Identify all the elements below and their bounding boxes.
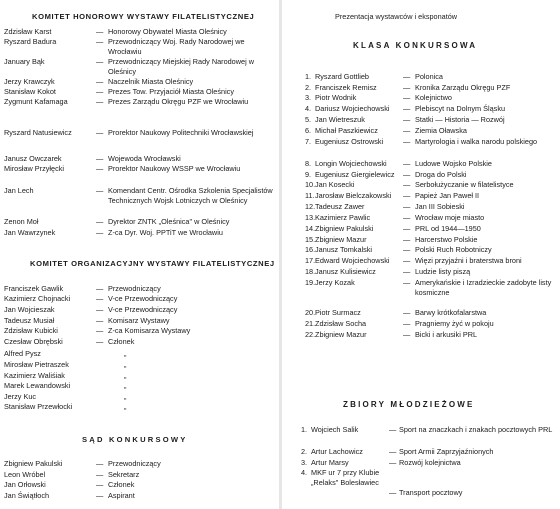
exhibitor-name: Kazimierz Pawlic: [315, 213, 371, 222]
exhibit-title: Rozwój kolejnictwa: [399, 458, 461, 467]
entry-number: 20.: [305, 308, 316, 317]
person-name: Alfred Pysz: [4, 349, 41, 358]
list-item: Jan Wawrzynek — Z-ca Dyr. Woj. PPTiT we Wrocławiu: [4, 228, 276, 238]
youth-collections-title: ZBIORY MŁODZIEŻOWE: [343, 400, 475, 409]
exhibit-title: Serbołużyczanie w filatelistyce: [415, 180, 514, 189]
list-item: [4, 392, 276, 402]
list-item: Ryszard Natusiewicz — Prorektor Naukowy Politechniki Wrocławskiej: [4, 128, 276, 148]
person-name: Jan Wojcieszak: [4, 305, 55, 314]
list-item: 18. Janusz Kulisiewicz — Ludzie listy piszą: [305, 267, 559, 277]
exhibitor-name: Zdzisław Socha: [315, 319, 367, 328]
entry-number: 19.: [305, 278, 316, 287]
exhibitor-name: Ryszard Gottlieb: [315, 72, 369, 81]
person-name: Zenon Moł: [4, 217, 39, 226]
role-text: Prorektor Naukowy WSSP we Wrocławiu: [108, 164, 241, 173]
role-text: Przewodniczący: [108, 284, 161, 293]
exhibit-title: Ludowe Wojsko Polskie: [415, 159, 492, 168]
list-item: 2. Franciszek Remisz — Kronika Zarządu Okręgu PZF: [305, 83, 559, 93]
entry-number: 16.: [305, 245, 316, 254]
list-item: 1. Wojciech Salik — Sport na znaczkach i znakach pocztowych PRL: [301, 425, 559, 445]
entry-number: 11.: [305, 191, 315, 200]
exhibit-title: Bicki i arkusiki PRL: [415, 330, 478, 339]
entry-number: 2.: [305, 83, 312, 92]
list-item: 20. Piotr Surmacz — Barwy krótkofalarstwa: [305, 308, 559, 318]
honorary-committee-title: KOMITET HONOROWY WYSTAWY FILATELISTYCZNEJ: [32, 12, 255, 21]
role-text: Prezes Zarządu Okręgu PZF we Wrocławiu: [108, 97, 249, 106]
exhibitor-name: Tadeusz Zawer: [315, 202, 365, 211]
ditto-mark: „: [124, 349, 127, 358]
role-text: Aspirant: [108, 491, 135, 500]
role-text: V-ce Przewodniczący: [108, 294, 178, 303]
person-name: Jan Wawrzynek: [4, 228, 56, 237]
entry-number: 4.: [305, 104, 312, 113]
role-text: Z-ca Komisarza Wystawy: [108, 326, 191, 335]
person-name: Stanisław Przewłocki: [4, 402, 73, 411]
entry-number: 2.: [301, 447, 308, 456]
list-item: 10. Jan Kosecki — Serbołużyczanie w filatelistyce: [305, 180, 559, 190]
list-item: Jan Wojcieszak — V-ce Przewodniczący: [4, 305, 276, 315]
person-name: Ryszard Natusiewicz: [4, 128, 72, 137]
exhibit-title: Plebiscyt na Dolnym Śląsku: [415, 104, 506, 113]
role-text: Naczelnik Miasta Oleśnicy: [108, 77, 194, 86]
exhibitor-name: Eugeniusz Ostrowski: [315, 137, 384, 146]
person-name: Stanisław Kokot: [4, 87, 56, 96]
entry-number: 3.: [305, 93, 312, 102]
role-text: Członek: [108, 337, 135, 346]
person-name: January Bąk: [4, 57, 45, 66]
person-name: Janusz Owczarek: [4, 154, 62, 163]
list-item: Kazimierz Chojnacki — V-ce Przewodniczący: [4, 294, 276, 304]
exhibitor-name: Zbigniew Mazur: [315, 330, 367, 339]
list-item: Jan Świątłoch — Aspirant: [4, 491, 276, 501]
person-name: Zdzisław Kubicki: [4, 326, 58, 335]
entry-number: 6.: [305, 126, 312, 135]
list-item: Jan Lech — Komendant Centr. Ośrodka Szkolenia Specjalistów Technicznych Wojsk Lotniczych w Oleśnicy: [4, 186, 276, 216]
person-name: Jan Orłowski: [4, 480, 46, 489]
person-name: Zdzisław Karst: [4, 27, 52, 36]
exhibit-title: Transport pocztowy: [399, 488, 463, 497]
role-text: V-ce Przewodniczący: [108, 305, 178, 314]
exhibit-title: Ziemia Oławska: [415, 126, 467, 135]
entry-number: 4.: [301, 468, 308, 477]
list-item: 16. Janusz Tomkalski — Polski Ruch Robotniczy: [305, 245, 559, 255]
person-name: Czesław Obrębski: [4, 337, 63, 346]
entry-number: 18.: [305, 267, 316, 276]
person-name: Zbigniew Pakulski: [4, 459, 63, 468]
list-item: 11. Jarosław Bielczakowski — Papież Jan Paweł II: [305, 191, 559, 201]
entry-number: 17.: [305, 256, 316, 265]
list-item: Franciszek Gawlik — Przewodniczący: [4, 284, 276, 294]
role-text: Przewodniczący Miejskiej Rady Narodowej w Oleśnicy: [108, 57, 254, 76]
exhibitor-name: Janusz Kulisiewicz: [315, 267, 376, 276]
right-page: [283, 0, 560, 509]
list-item: Stanisław Kokot — Prezes Tow. Przyjaciół Miasta Oleśnicy: [4, 87, 276, 97]
entry-number: 10.: [305, 180, 316, 189]
list-item: [4, 402, 276, 412]
person-name: Jan Lech: [4, 186, 34, 195]
exhibit-title: Sport Armii Zaprzyjaźnionych: [399, 447, 494, 456]
person-name: Jerzy Kuc: [4, 392, 37, 401]
exhibit-title: Jan III Sobieski: [415, 202, 465, 211]
exhibit-title: Barwy krótkofalarstwa: [415, 308, 487, 317]
exhibit-title: Więzi przyjaźni i braterstwa broni: [415, 256, 522, 265]
exhibitor-name: Dariusz Wojciechowski: [315, 104, 390, 113]
page-header: Prezentacja wystawców i eksponatów: [335, 12, 458, 21]
entry-number: 22.: [305, 330, 316, 339]
exhibitor-name: Artur Lachowicz: [311, 447, 363, 456]
exhibit-title: Harcerstwo Polskie: [415, 235, 478, 244]
exhibitor-name: Artur Marsy: [311, 458, 349, 467]
exhibitor-name: Jarosław Bielczakowski: [315, 191, 392, 200]
person-name: Jerzy Krawczyk: [4, 77, 55, 86]
list-item: 21. Zdzisław Socha — Pragniemy żyć w pokoju: [305, 319, 559, 329]
person-name: Franciszek Gawlik: [4, 284, 64, 293]
exhibit-title: Wrocław moje miasto: [415, 213, 485, 222]
entry-number: 9.: [305, 170, 312, 179]
list-item: [4, 371, 276, 381]
jury-title: SĄD KONKURSOWY: [82, 435, 188, 444]
list-item: Zbigniew Pakulski — Przewodniczący: [4, 459, 276, 469]
exhibitor-name: Zbigniew Mazur: [315, 235, 367, 244]
list-item: [4, 349, 276, 359]
exhibit-title: Pragniemy żyć w pokoju: [415, 319, 494, 328]
role-text: Honorowy Obywatel Miasta Oleśnicy: [108, 27, 227, 36]
entry-number: 7.: [305, 137, 312, 146]
role-text: Członek: [108, 480, 135, 489]
person-name: Kazimierz Chojnacki: [4, 294, 71, 303]
list-item: 22. Zbigniew Mazur — Bicki i arkusiki PRL: [305, 330, 559, 340]
list-item: 9. Eugeniusz Giergielewicz — Droga do Polski: [305, 170, 559, 180]
exhibitor-name: Piotr Wodnik: [315, 93, 357, 102]
list-item: 19. Jerzy Kozak — Amerykańskie i Izradzieckie zadobyte listy kosmiczne: [305, 278, 559, 298]
list-item: 12. Tadeusz Zawer — Jan III Sobieski: [305, 202, 559, 212]
exhibit-title: Ludzie listy piszą: [415, 267, 471, 276]
exhibitor-name: Longin Wojciechowski: [315, 159, 387, 168]
ditto-mark: „: [124, 371, 127, 380]
person-name: Jan Świątłoch: [4, 491, 50, 500]
list-item: 4. Dariusz Wojciechowski — Plebiscyt na Dolnym Śląsku: [305, 104, 559, 114]
list-item: Mirosław Przyłęcki — Prorektor Naukowy WSSP we Wrocławiu: [4, 164, 276, 184]
list-item: 1. Ryszard Gottlieb — Polonica: [305, 72, 559, 82]
entry-number: 15.: [305, 235, 316, 244]
ditto-mark: „: [124, 381, 127, 390]
role-text: Komendant Centr. Ośrodka Szkolenia Specjalistów Technicznych Wojsk Lotniczych w Oleśnicy: [108, 186, 273, 205]
person-name: Tadeusz Musiał: [4, 316, 55, 325]
person-name: Mirosław Pietraszek: [4, 360, 69, 369]
role-text: Wojewoda Wrocławski: [108, 154, 181, 163]
ditto-mark: „: [124, 392, 127, 401]
entry-number: 14.: [305, 224, 316, 233]
competition-class-title: KLASA KONKURSOWA: [353, 41, 478, 50]
list-item: [4, 360, 276, 370]
list-item: 13. Kazimierz Pawlic — Wrocław moje miasto: [305, 213, 559, 223]
person-name: Ryszard Badura: [4, 37, 57, 46]
exhibitor-name: Eugeniusz Giergielewicz: [315, 170, 395, 179]
list-item: Janusz Owczarek — Wojewoda Wrocławski: [4, 154, 276, 164]
role-text: Z-ca Dyr. Woj. PPTiT we Wrocławiu: [108, 228, 223, 237]
person-name: Zygmunt Kafamaga: [4, 97, 68, 106]
ditto-mark: „: [124, 402, 127, 411]
ditto-mark: „: [124, 360, 127, 369]
list-item: 6. Michał Paszkiewicz — Ziemia Oławska: [305, 126, 559, 136]
entry-number: 1.: [301, 425, 308, 434]
role-text: Sekretarz: [108, 470, 140, 479]
exhibitor-name: Zbigniew Pakulski: [315, 224, 374, 233]
exhibit-title: Kronika Zarządu Okręgu PZF: [415, 83, 511, 92]
exhibit-title: Martyrologia i walka narodu polskiego: [415, 137, 538, 146]
role-text: Przewodniczący Woj. Rady Narodowej we Wrocławiu: [108, 37, 245, 56]
exhibit-title: Droga do Polski: [415, 170, 467, 179]
list-item: Czesław Obrębski — Członek: [4, 337, 276, 347]
entry-number: 13.: [305, 213, 316, 222]
exhibitor-name: Jan Wietreszuk: [315, 115, 365, 124]
entry-number: 21.: [305, 319, 316, 328]
list-item: 14. Zbigniew Pakulski — PRL od 1944—1950: [305, 224, 559, 234]
list-item: Jan Orłowski — Członek: [4, 480, 276, 490]
list-item: Tadeusz Musiał — Komisarz Wystawy: [4, 316, 276, 326]
exhibitor-name: Franciszek Remisz: [315, 83, 377, 92]
entry-number: 8.: [305, 159, 312, 168]
exhibit-title: Sport na znaczkach i znakach pocztowych PRL: [399, 425, 553, 434]
organizing-committee-title: KOMITET ORGANIZACYJNY WYSTAWY FILATELISTYCZNEJ: [30, 259, 275, 268]
exhibit-title: Statki — Historia — Rozwój: [415, 115, 505, 124]
list-item: [4, 381, 276, 391]
role-text: Przewodniczący: [108, 459, 161, 468]
exhibit-title: PRL od 1944—1950: [415, 224, 481, 233]
list-item: January Bąk — Przewodniczący Miejskiej Rady Narodowej w Oleśnicy: [4, 57, 276, 77]
exhibitor-name: Janusz Tomkalski: [315, 245, 373, 254]
list-item: 8. Longin Wojciechowski — Ludowe Wojsko Polskie: [305, 159, 559, 169]
left-page: [0, 0, 278, 509]
list-item: Zdzisław Kubicki — Z-ca Komisarza Wystawy: [4, 326, 276, 336]
exhibit-title: Papież Jan Paweł II: [415, 191, 480, 200]
list-item: 4. MKF ur 7 przy Klubie „Relaks" Bolesławiec — Transport pocztowy: [301, 468, 559, 500]
list-item: 2. Artur Lachowicz — Sport Armii Zaprzyjaźnionych: [301, 447, 559, 457]
list-item: Jerzy Krawczyk — Naczelnik Miasta Oleśnicy: [4, 77, 276, 87]
list-item: Leon Wróbel — Sekretarz: [4, 470, 276, 480]
exhibitor-name: Jan Kosecki: [315, 180, 355, 189]
entry-number: 3.: [301, 458, 308, 467]
entry-number: 5.: [305, 115, 312, 124]
exhibit-title: Polonica: [415, 72, 443, 81]
entry-number: 1.: [305, 72, 312, 81]
exhibitor-name: Jerzy Kozak: [315, 278, 355, 287]
exhibit-title: Polski Ruch Robotniczy: [415, 245, 492, 254]
exhibitor-name: Wojciech Salik: [311, 425, 359, 434]
exhibitor-name: Michał Paszkiewicz: [315, 126, 378, 135]
page-fold: [279, 0, 282, 509]
list-item: Zenon Moł — Dyrektor ZNTK „Oleśnica" w Oleśnicy: [4, 217, 276, 227]
list-item: Ryszard Badura — Przewodniczący Woj. Rady Narodowej we Wrocławiu: [4, 37, 276, 57]
exhibitor-name: MKF ur 7 przy Klubie „Relaks" Bolesławiec: [311, 468, 380, 487]
person-name: Mirosław Przyłęcki: [4, 164, 65, 173]
role-text: Prezes Tow. Przyjaciół Miasta Oleśnicy: [108, 87, 234, 96]
list-item: 7. Eugeniusz Ostrowski — Martyrologia i walka narodu polskiego: [305, 137, 559, 157]
list-item: 17. Edward Wojciechowski — Więzi przyjaźni i braterstwa broni: [305, 256, 559, 266]
list-item: Zygmunt Kafamaga — Prezes Zarządu Okręgu PZF we Wrocławiu: [4, 97, 276, 117]
exhibit-title: Amerykańskie i Izradzieckie zadobyte listy kosmiczne: [415, 278, 552, 297]
exhibitor-name: Edward Wojciechowski: [315, 256, 390, 265]
exhibitor-name: Piotr Surmacz: [315, 308, 361, 317]
role-text: Prorektor Naukowy Politechniki Wrocławskiej: [108, 128, 254, 137]
person-name: Marek Lewandowski: [4, 381, 71, 390]
entry-number: 12.: [305, 202, 316, 211]
person-name: Leon Wróbel: [4, 470, 46, 479]
role-text: Komisarz Wystawy: [108, 316, 170, 325]
exhibit-title: Kolejnictwo: [415, 93, 452, 102]
list-item: 15. Zbigniew Mazur — Harcerstwo Polskie: [305, 235, 559, 245]
list-item: 3. Piotr Wodnik — Kolejnictwo: [305, 93, 559, 103]
person-name: Kazimierz Waliśiak: [4, 371, 65, 380]
list-item: 5. Jan Wietreszuk — Statki — Historia — Rozwój: [305, 115, 559, 125]
role-text: Dyrektor ZNTK „Oleśnica" w Oleśnicy: [108, 217, 230, 226]
list-item: Zdzisław Karst — Honorowy Obywatel Miasta Oleśnicy: [4, 27, 276, 37]
list-item: 3. Artur Marsy — Rozwój kolejnictwa: [301, 458, 559, 468]
